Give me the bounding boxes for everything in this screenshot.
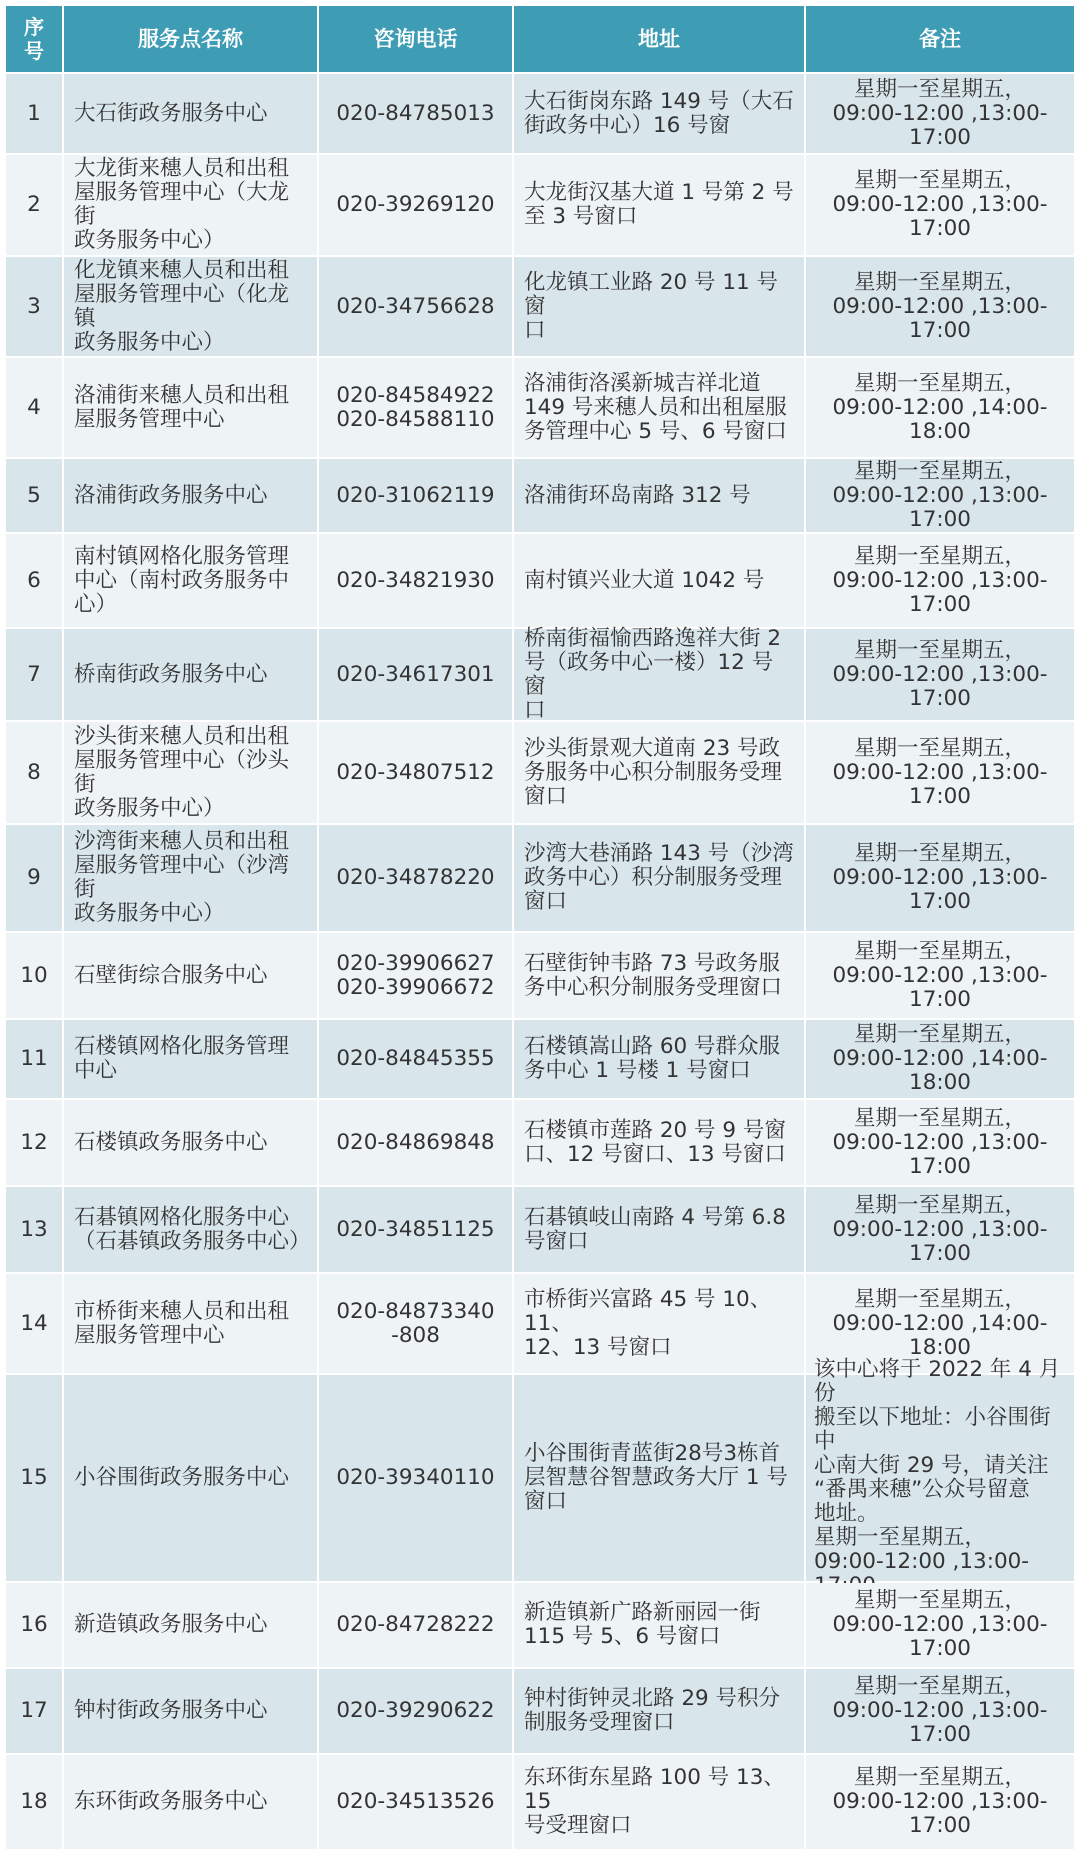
address-text: 市桥街兴富路 45 号 10、11、 12、13 号窗口 [524, 1286, 772, 1360]
header-phone [319, 6, 512, 72]
table-cell-row-seq [6, 1669, 62, 1753]
row-seq-text: 11 [20, 1046, 48, 1071]
table-cell-service-point-name [64, 933, 317, 1018]
table-cell-note [806, 1583, 1074, 1667]
table-cell-note [806, 155, 1074, 255]
header-note [806, 6, 1074, 72]
address-text: 大龙街汉基大道 1 号第 2 号 至 3 号窗口 [524, 180, 794, 229]
address-text: 石壁街钟韦路 73 号政务服 务中心积分制服务受理窗口 [524, 950, 783, 1000]
note-text: 星期一至星期五， 09:00-12:00 ,13:00-17:00 [832, 458, 1048, 532]
table-cell-row-seq [6, 1274, 62, 1373]
header-address [514, 6, 804, 72]
table-cell-service-point-name [64, 74, 317, 153]
table-cell-service-point-name [64, 1100, 317, 1185]
table-cell-address [514, 155, 804, 255]
table-cell-row-seq [6, 1187, 62, 1272]
table-cell-phone-number [319, 722, 512, 823]
table-cell-row-seq [6, 1375, 62, 1581]
table-cell-row-seq [6, 1755, 62, 1849]
note-text: 星期一至星期五， 09:00-12:00 ,13:00-17:00 [832, 269, 1048, 343]
service-point-name-text: 钟村街政务服务中心 [74, 1698, 268, 1723]
row-seq-text: 15 [20, 1465, 48, 1490]
phone-number-text: 020-39906627 020-39906672 [336, 950, 495, 1000]
table-cell-address [514, 625, 804, 723]
header-address-label: 地址 [638, 27, 680, 51]
table-cell-note [806, 1669, 1074, 1753]
note-text: 星期一至星期五， 09:00-12:00 ,13:00-17:00 [832, 841, 1048, 914]
service-point-name-text: 沙湾街来穗人员和出租 屋服务管理中心（沙湾街 政务服务中心） [74, 829, 290, 926]
phone-number-text: 020-84728222 [336, 1612, 495, 1637]
table-cell-note [806, 1100, 1074, 1185]
table-cell-row-seq [6, 825, 62, 931]
address-text: 沙头街景观大道南 23 号政 务服务中心积分制服务受理 窗口 [524, 735, 783, 809]
service-point-name-text: 东环街政务服务中心 [74, 1789, 268, 1814]
note-text: 该中心将于 2022 年 4 月份 搬至以下地址：小谷围街中 心南大街 29 号，请关注 “番禺来穗”公众号留意 地址。 星期一至星期五， 09:00-12:00 ,13:00- [814, 1357, 1061, 1574]
address-text: 石楼镇嵩山路 60 号群众服 务中心 1 号楼 1 号窗口 [524, 1034, 781, 1083]
table-cell-address [514, 1274, 804, 1373]
table-cell-service-point-name [64, 1187, 317, 1272]
header-name [64, 6, 317, 72]
note-text: 星期一至星期五， 09:00-12:00 ,13:00-17:00 [832, 1588, 1048, 1661]
service-points-table [6, 6, 1070, 1849]
table-cell-address [514, 1020, 804, 1098]
service-point-name-text: 石壁街综合服务中心 [74, 962, 268, 988]
table-cell-address [514, 1375, 804, 1581]
table-cell-service-point-name [64, 155, 317, 255]
table-cell-phone-number [319, 257, 512, 356]
table-cell-service-point-name [64, 1375, 317, 1581]
header-seq [6, 6, 62, 72]
table-cell-address [514, 1669, 804, 1753]
table-cell-note [806, 1187, 1074, 1272]
table-cell-phone-number [319, 1274, 512, 1373]
address-text: 小谷围街青蓝街28号3栋首 层智慧谷智慧政务大厅 1 号 窗口 [524, 1441, 788, 1514]
row-seq-text: 12 [20, 1129, 48, 1155]
table-cell-phone-number [319, 1755, 512, 1849]
address-text: 洛浦街洛溪新城吉祥北道 149 号来穗人员和出租屋服 务管理中心 5 号、6 号窗口 [524, 370, 787, 444]
address-text: 洛浦街环岛南路 312 号 [524, 482, 751, 508]
address-text: 新造镇新广路新丽园一街 115 号 5、6 号窗口 [524, 1600, 761, 1649]
table-cell-service-point-name [64, 1020, 317, 1098]
service-point-name-text: 南村镇网格化服务管理 中心（南村政务服务中 心） [74, 543, 290, 617]
table-cell-phone-number [319, 459, 512, 532]
row-seq-text: 5 [27, 482, 41, 508]
note-text: 星期一至星期五， 09:00-12:00 ,13:00-17:00 [832, 543, 1048, 617]
table-cell-service-point-name [64, 358, 317, 457]
note-text: 星期一至星期五， 09:00-12:00 ,13:00-17:00 [832, 637, 1048, 711]
table-cell-phone-number [319, 1100, 512, 1185]
table-cell-note [806, 825, 1074, 931]
table-cell-row-seq [6, 629, 62, 720]
table-cell-service-point-name [64, 257, 317, 356]
phone-number-text: 020-39290622 [336, 1698, 495, 1723]
table-cell-row-seq [6, 257, 62, 356]
table-cell-service-point-name [64, 1274, 317, 1373]
table-cell-service-point-name [64, 722, 317, 823]
service-point-name-text: 小谷围街政务服务中心 [74, 1465, 290, 1490]
table-cell-address [514, 1100, 804, 1185]
table-cell-phone-number [319, 1020, 512, 1098]
table-cell-note [806, 534, 1074, 627]
table-cell-address [514, 722, 804, 823]
table-cell-row-seq [6, 933, 62, 1018]
table-cell-note [806, 1357, 1074, 1581]
address-text: 钟村街钟灵北路 29 号积分 制服务受理窗口 [524, 1686, 781, 1735]
table-cell-note [806, 1755, 1074, 1849]
row-seq-text: 1 [27, 100, 41, 126]
note-text: 星期一至星期五， 09:00-12:00 ,14:00-18:00 [832, 370, 1048, 444]
note-text: 星期一至星期五， 09:00-12:00 ,14:00-18:00 [832, 1022, 1048, 1095]
row-seq-text: 17 [20, 1698, 48, 1723]
table-cell-phone-number [319, 155, 512, 255]
row-seq-text: 10 [20, 962, 48, 988]
row-seq-text: 7 [27, 661, 41, 687]
table-cell-phone-number [319, 1583, 512, 1667]
note-text: 星期一至星期五， 09:00-12:00 ,13:00-17:00 [832, 1765, 1048, 1838]
table-cell-row-seq [6, 358, 62, 457]
row-seq-text: 8 [27, 759, 41, 785]
service-point-name-text: 桥南街政务服务中心 [74, 661, 268, 687]
service-point-name-text: 洛浦街政务服务中心 [74, 482, 268, 508]
table-cell-phone-number [319, 1187, 512, 1272]
table-cell-service-point-name [64, 1669, 317, 1753]
table-cell-row-seq [6, 1020, 62, 1098]
phone-number-text: 020-34851125 [336, 1216, 495, 1242]
table-cell-note [806, 358, 1074, 457]
table-cell-service-point-name [64, 825, 317, 931]
table-cell-row-seq [6, 459, 62, 532]
table-cell-address [514, 933, 804, 1018]
table-cell-phone-number [319, 534, 512, 627]
table-cell-address [514, 825, 804, 931]
phone-number-text: 020-31062119 [336, 482, 495, 508]
table-cell-row-seq [6, 534, 62, 627]
table-cell-row-seq [6, 722, 62, 823]
table-cell-address [514, 459, 804, 532]
row-seq-text: 2 [27, 192, 41, 217]
note-text: 星期一至星期五， 09:00-12:00 ,13:00-17:00 [832, 735, 1048, 809]
table-cell-address [514, 257, 804, 356]
note-text: 星期一至星期五， 09:00-12:00 ,13:00-17:00 [832, 1192, 1048, 1266]
table-cell-note [806, 629, 1074, 720]
note-text: 星期一至星期五， 09:00-12:00 ,13:00-17:00 [832, 168, 1048, 241]
row-seq-text: 9 [27, 865, 41, 890]
header-seq-label: 序 号 [24, 15, 44, 63]
phone-number-text: 020-84869848 [336, 1129, 495, 1155]
phone-number-text: 020-34513526 [336, 1789, 495, 1814]
table-cell-phone-number [319, 74, 512, 153]
service-point-name-text: 化龙镇来穗人员和出租 屋服务管理中心（化龙镇 政务服务中心） [74, 257, 290, 355]
row-seq-text: 3 [27, 293, 41, 319]
table-cell-address [514, 534, 804, 627]
service-point-name-text: 洛浦街来穗人员和出租 屋服务管理中心 [74, 382, 290, 432]
table-cell-row-seq [6, 1583, 62, 1667]
note-text: 星期一至星期五， 09:00-12:00 ,13:00-17:00 [832, 1105, 1048, 1179]
table-cell-phone-number [319, 825, 512, 931]
table-cell-row-seq [6, 74, 62, 153]
note-text: 星期一至星期五， 09:00-12:00 ,13:00-17:00 [832, 1674, 1048, 1747]
table-cell-service-point-name [64, 629, 317, 720]
phone-number-text: 020-84584922 020-84588110 [336, 382, 495, 432]
table-cell-note [806, 722, 1074, 823]
address-text: 东环街东星路 100 号 13、15 号受理窗口 [524, 1765, 785, 1838]
table-cell-phone-number [319, 1669, 512, 1753]
address-text: 石楼镇市莲路 20 号 9 号窗 口、12 号窗口、13 号窗口 [524, 1117, 786, 1167]
header-name-label: 服务点名称 [138, 27, 243, 51]
table-cell-address [514, 1187, 804, 1272]
table-cell-service-point-name [64, 534, 317, 627]
note-text: 星期一至星期五， 09:00-12:00 ,13:00-17:00 [832, 76, 1048, 150]
service-point-name-text: 石楼镇网格化服务管理 中心 [74, 1034, 290, 1083]
row-seq-text: 6 [27, 567, 41, 593]
note-text: 星期一至星期五， 09:00-12:00 ,13:00-17:00 [832, 938, 1048, 1012]
phone-number-text: 020-34821930 [336, 567, 495, 593]
phone-number-text: 020-39269120 [336, 192, 495, 217]
table-cell-phone-number [319, 933, 512, 1018]
table-cell-address [514, 358, 804, 457]
address-text: 南村镇兴业大道 1042 号 [524, 567, 765, 593]
table-cell-address [514, 1755, 804, 1849]
service-point-name-text: 大石街政务服务中心 [74, 100, 268, 126]
table-cell-address [514, 1583, 804, 1667]
table-cell-row-seq [6, 155, 62, 255]
table-cell-address [514, 74, 804, 153]
row-seq-text: 4 [27, 394, 41, 420]
phone-number-text: 020-34756628 [336, 293, 495, 319]
note-text: 星期一至星期五， 09:00-12:00 ,14:00-18:00 [832, 1286, 1048, 1360]
address-text: 大石街岗东路 149 号（大石 街政务中心）16 号窗 [524, 88, 794, 138]
row-seq-text: 16 [20, 1612, 48, 1637]
address-text: 化龙镇工业路 20 号 11 号窗 口 [524, 269, 779, 343]
service-point-name-text: 石楼镇政务服务中心 [74, 1129, 268, 1155]
phone-number-text: 020-84845355 [336, 1046, 495, 1071]
table-cell-note [806, 1020, 1074, 1098]
phone-number-text: 020-84785013 [336, 100, 495, 126]
header-note-label: 备注 [919, 27, 961, 51]
header-phone-label: 咨询电话 [373, 27, 458, 51]
phone-number-text: 020-39340110 [336, 1465, 495, 1490]
service-point-name-text: 市桥街来穗人员和出租 屋服务管理中心 [74, 1298, 290, 1348]
table-cell-service-point-name [64, 1755, 317, 1849]
table-cell-row-seq [6, 1100, 62, 1185]
phone-number-text: 020-34878220 [336, 865, 495, 890]
table-cell-service-point-name [64, 1583, 317, 1667]
table-cell-note [806, 459, 1074, 532]
row-seq-text: 14 [20, 1310, 48, 1336]
address-text: 桥南街福愉西路逸祥大街 2 号（政务中心一楼）12 号窗 口 [524, 625, 782, 723]
service-point-name-text: 石碁镇网格化服务中心 （石碁镇政务服务中心） [74, 1204, 311, 1254]
row-seq-text: 18 [20, 1789, 48, 1814]
phone-number-text: 020-84873340 -808 [336, 1298, 495, 1348]
service-point-name-text: 新造镇政务服务中心 [74, 1612, 268, 1637]
phone-number-text: 020-34807512 [336, 759, 495, 785]
row-seq-text: 13 [20, 1216, 48, 1242]
table-cell-phone-number [319, 1375, 512, 1581]
table-cell-phone-number [319, 629, 512, 720]
phone-number-text: 020-34617301 [336, 661, 495, 687]
table-cell-service-point-name [64, 459, 317, 532]
table-cell-note [806, 257, 1074, 356]
address-text: 石碁镇岐山南路 4 号第 6.8 号窗口 [524, 1204, 786, 1254]
service-point-name-text: 大龙街来穗人员和出租 屋服务管理中心（大龙街 政务服务中心） [74, 156, 290, 253]
service-point-name-text: 沙头街来穗人员和出租 屋服务管理中心（沙头街 政务服务中心） [74, 723, 290, 821]
table-cell-note [806, 933, 1074, 1018]
table-cell-note [806, 74, 1074, 153]
table-cell-phone-number [319, 358, 512, 457]
address-text: 沙湾大巷涌路 143 号（沙湾 政务中心）积分制服务受理 窗口 [524, 841, 794, 914]
